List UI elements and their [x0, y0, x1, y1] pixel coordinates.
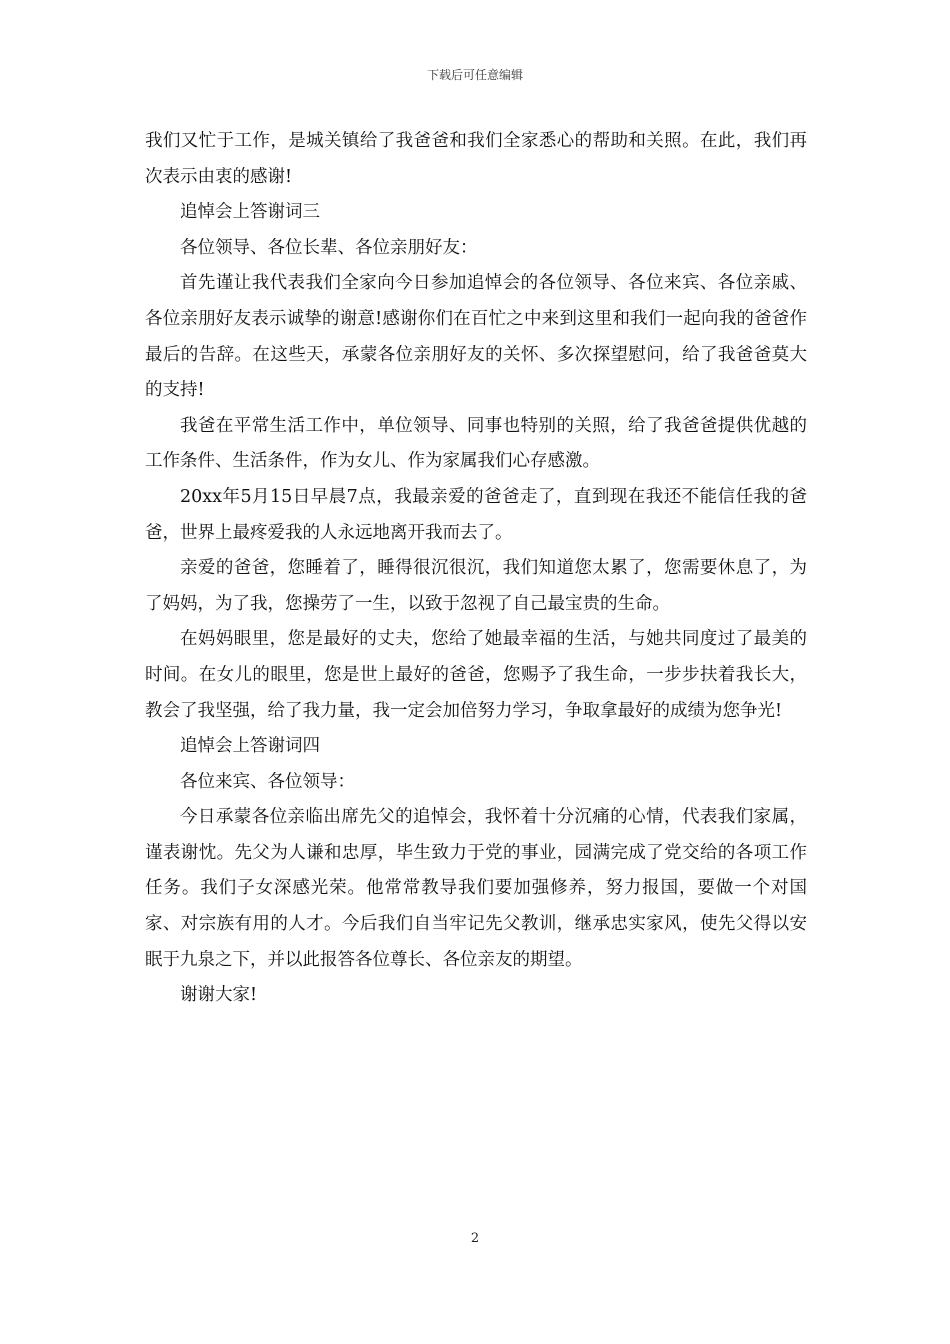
salutation-three: 各位领导、各位长辈、各位亲朋好友： — [180, 237, 478, 258]
paragraph: 今日承蒙各位亲临出席先父的追悼会，我怀着十分沉痛的心情，代表我们家属，谨表谢忱。先父为人谦和忠厚，毕生致力于党的事业，园满完成了党交给的各项工作任务。我们子女深感光荣。他常常教导我们要加强修养，努力报国，要做一个对国家、对宗族有用的人才。今后我们自当牢记先父教训，继承忠实家风，使先父得以安眠于九泉之下，并以此报答各位尊长、各位亲友的期望。 — [145, 807, 807, 970]
section-heading-three: 追悼会上答谢词三 — [180, 202, 320, 223]
paragraph-continuation: 我们又忙于工作，是城关镇给了我爸爸和我们全家悉心的帮助和关照。在此，我们再次表示由衷的感谢! — [145, 131, 807, 187]
page-number: 2 — [470, 1231, 480, 1246]
paragraph: 亲爱的爸爸，您睡着了，睡得很沉很沉，我们知道您太累了，您需要休息了，为了妈妈，为了我，您操劳了一生，以致于忽视了自己最宝贵的生命。 — [145, 558, 807, 614]
salutation-four: 各位来宾、各位领导： — [180, 771, 355, 792]
paragraph: 首先谨让我代表我们全家向今日参加追悼会的各位领导、各位来宾、各位亲戚、各位亲朋好友表示诚挚的谢意!感谢你们在百忙之中来到这里和我们一起向我的爸爸作最后的告辞。在这些天，承蒙各位亲朋好友的关怀、多次探望慰问，给了我爸爸莫大的支持! — [145, 273, 807, 401]
section-heading-four: 追悼会上答谢词四 — [180, 736, 320, 757]
closing-thanks: 谢谢大家! — [180, 985, 258, 1006]
page-header: 下载后可任意编辑 — [426, 68, 523, 82]
paragraph: 在妈妈眼里，您是最好的丈夫，您给了她最幸福的生活，与她共同度过了最美的时间。在女儿的眼里，您是世上最好的爸爸，您赐予了我生命，一步步扶着我长大，教会了我坚强，给了我力量，我一定会加倍努力学习，争取拿最好的成绩为您争光! — [145, 629, 807, 721]
paragraph: 20xx年5月15日早晨7点，我最亲爱的爸爸走了，直到现在我还不能信任我的爸爸，世界上最疼爱我的人永远地离开我而去了。 — [145, 486, 807, 543]
paragraph: 我爸在平常生活工作中，单位领导、同事也特别的关照，给了我爸爸提供优越的工作条件、生活条件，作为女儿、作为家属我们心存感激。 — [145, 415, 807, 472]
document-body — [145, 124, 807, 1014]
